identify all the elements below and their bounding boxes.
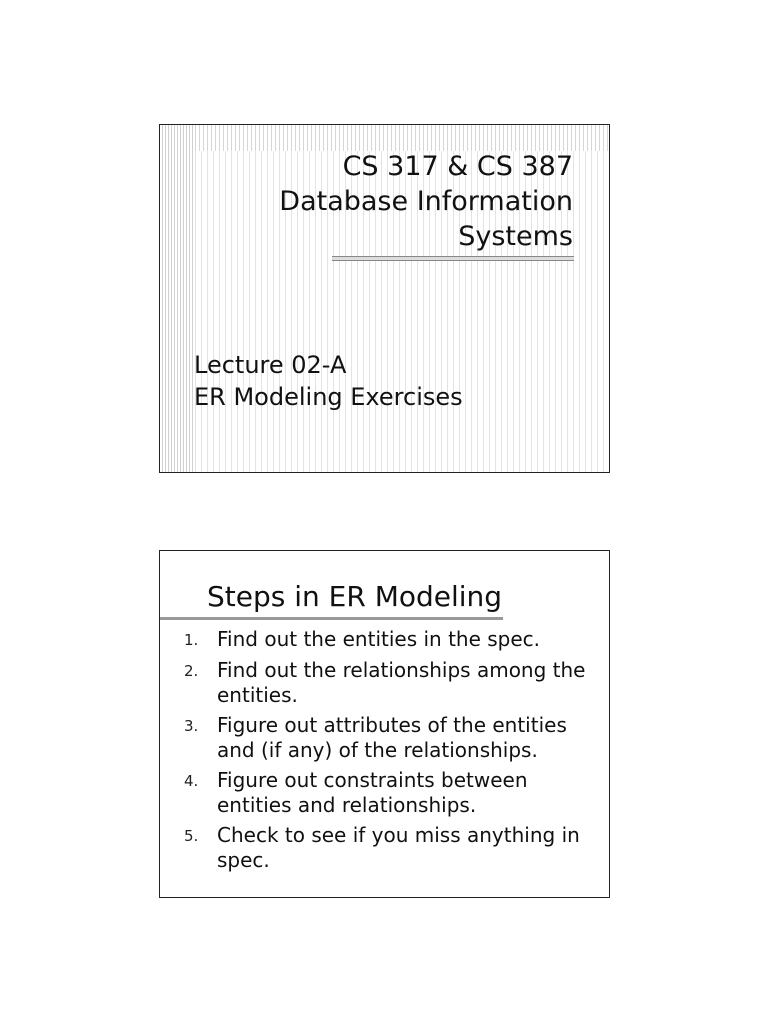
step-text: Figure out constraints between entities and relationships. — [217, 768, 528, 817]
lecture-subtitle — [194, 349, 463, 413]
course-title-line: Systems — [458, 221, 573, 252]
title-slide — [159, 124, 610, 473]
step-number: 2. — [184, 662, 199, 680]
course-title-line: Database Information — [279, 186, 573, 217]
step-number: 1. — [184, 631, 199, 649]
decorative-left-band — [160, 125, 194, 472]
list-item — [184, 713, 599, 763]
list-item — [184, 658, 599, 708]
steps-list — [184, 627, 599, 878]
lecture-line: Lecture 02-A — [194, 351, 347, 379]
step-text: Figure out attributes of the entities and (if any) of the relationships. — [217, 713, 567, 762]
list-item — [184, 768, 599, 818]
list-item — [184, 627, 599, 653]
course-title — [279, 149, 573, 254]
lecture-line: ER Modeling Exercises — [194, 383, 463, 411]
step-number: 4. — [184, 772, 199, 790]
step-number: 3. — [184, 717, 199, 735]
list-item — [184, 823, 599, 873]
steps-slide — [159, 550, 610, 898]
decorative-top-band — [160, 125, 609, 151]
step-number: 5. — [184, 827, 199, 845]
step-text: Find out the relationships among the entities. — [217, 658, 586, 707]
title-divider — [332, 256, 574, 261]
course-title-line: CS 317 & CS 387 — [342, 151, 573, 182]
step-text: Check to see if you miss anything in spec. — [217, 823, 580, 872]
title-underline — [160, 617, 503, 620]
step-text: Find out the entities in the spec. — [217, 627, 541, 651]
slide-title: Steps in ER Modeling — [207, 580, 503, 613]
